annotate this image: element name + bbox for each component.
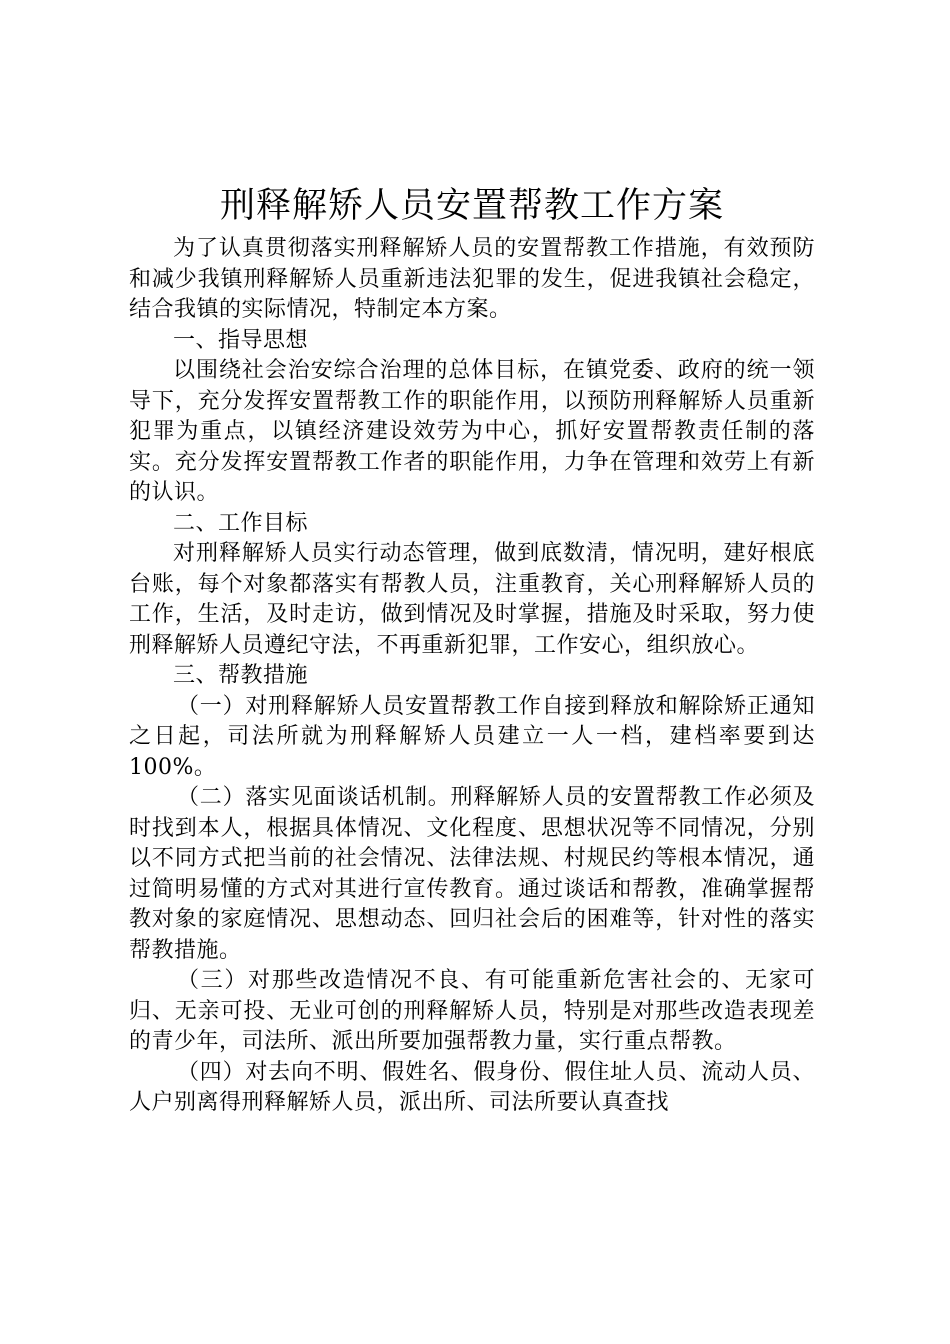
- section-heading-work-goals: 二、工作目标: [173, 510, 309, 536]
- document-title: 刑释解矫人员安置帮教工作方案: [219, 186, 724, 226]
- work-goals-paragraph: 对刑释解矫人员实行动态管理，做到底数清，情况明，建好根底台账，每个对象都落实有帮教人员，注重教育，关心刑释解矫人员的工作，生活，及时走访，做到情况及时掌握，措施及时采取，努力使刑释解矫人员遵纪守法，不再重新犯罪，工作安心，组织放心。: [129, 541, 815, 658]
- measure-item-4: （四）对去向不明、假姓名、假身份、假住址人员、流动人员、人户别离得刑释解矫人员，派出所、司法所要认真查找: [129, 1059, 815, 1115]
- guiding-thought-paragraph: 以围绕社会治安综合治理的总体目标，在镇党委、政府的统一领导下，充分发挥安置帮教工作的职能作用，以预防刑释解矫人员重新犯罪为重点，以镇经济建设效劳为中心，抓好安置帮教责任制的落实。充分发挥安置帮教工作者的职能作用，力争在管理和效劳上有新的认识。: [129, 358, 815, 505]
- section-heading-guiding-thought: 一、指导思想: [173, 327, 309, 353]
- measure-item-3: （三）对那些改造情况不良、有可能重新危害社会的、无家可归、无亲可投、无业可创的刑释解矫人员，特别是对那些改造表现差的青少年，司法所、派出所要加强帮教力量，实行重点帮教。: [129, 968, 815, 1054]
- section-heading-measures: 三、帮教措施: [173, 663, 309, 688]
- intro-paragraph: 为了认真贯彻落实刑释解矫人员的安置帮教工作措施，有效预防和减少我镇刑释解矫人员重新违法犯罪的发生，促进我镇社会稳定，结合我镇的实际情况，特制定本方案。: [129, 236, 815, 322]
- document-page: [129, 178, 815, 1119]
- measure-item-2: （二）落实见面谈话机制。刑释解矫人员的安置帮教工作必须及时找到本人，根据具体情况、文化程度、思想状况等不同情况，分别以不同方式把当前的社会情况、法律法规、村规民约等根本情况，通过简明易懂的方式对其进行宣传教育。通过谈话和帮教，准确掌握帮教对象的家庭情况、思想动态、回归社会后的困难等，针对性的落实帮教措施。: [129, 785, 815, 963]
- measure-item-1: （一）对刑释解矫人员安置帮教工作自接到释放和解除矫正通知之日起，司法所就为刑释解矫人员建立一人一档，建档率要到达100%。: [129, 693, 815, 780]
